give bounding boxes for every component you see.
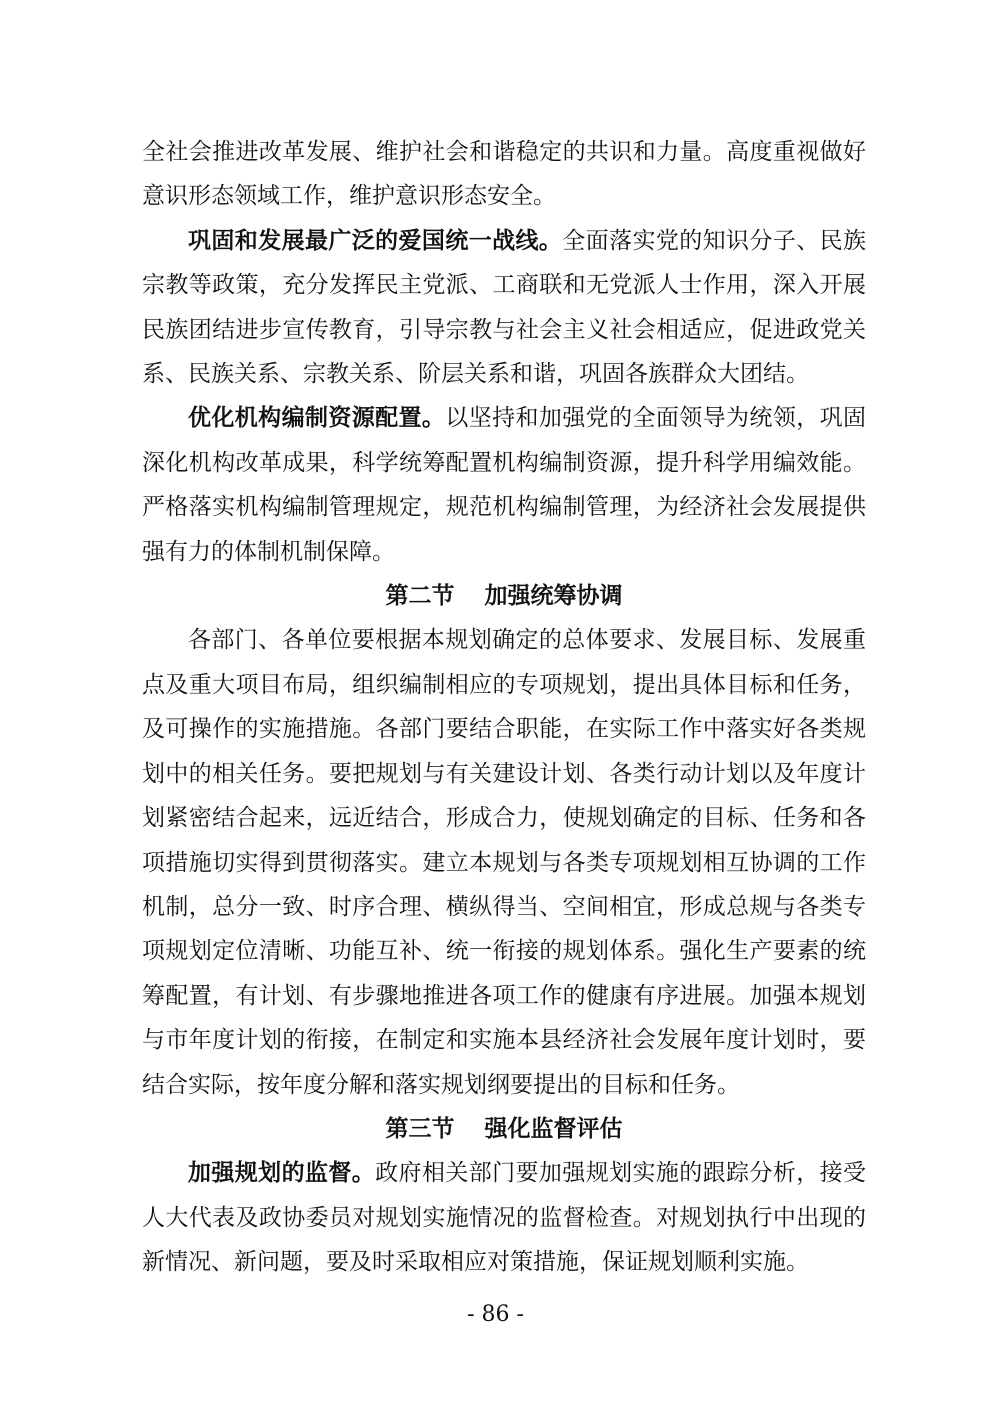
paragraph-lead-heading: 巩固和发展最广泛的爱国统一战线。	[188, 227, 563, 254]
paragraph-text: 各部门、各单位要根据本规划确定的总体要求、发展目标、发展重点及重大项目布局，组织编制相应的专项规划，提出具体目标和任务，及可操作的实施措施。各部门要结合职能，在实际工作中落实好各类规划中的相关任务。要把规划与有关建设计划、各类行动计划以及年度计划紧密结合起来，远近结合，形成合力，使规划确定的目标、任务和各项措施切实得到贯彻落实。建立本规划与各类专项规划相互协调的工作机制，总分一致、时序合理、横纵得当、空间相宜，形成总规与各类专项规划定位清晰、功能互补、统一衔接的规划体系。强化生产要素的统筹配置，有计划、有步骤地推进各项工作的健康有序进展。加强本规划与市年度计划的衔接，在制定和实施本县经济社会发展年度计划时，要结合实际，按年度分解和落实规划纲要提出的目标和任务。	[142, 627, 866, 1098]
paragraph-lead-heading: 优化机构编制资源配置。	[188, 405, 446, 432]
page-number: - 86 -	[467, 1302, 524, 1327]
document-page	[142, 130, 866, 1285]
paragraph-text: 政府相关部门要加强规划实施的跟踪分析，接受人大代表及政协委员对规划实施情况的监督检查。对规划执行中出现的新情况、新问题，要及时采取相应对策措施，保证规划顺利实施。	[142, 1160, 867, 1276]
section-heading	[142, 574, 866, 618]
section-title: 强化监督评估	[484, 1115, 623, 1142]
paragraph-continuation	[142, 130, 866, 219]
paragraph-coordination	[142, 618, 866, 1106]
paragraph-text: 全社会推进改革发展、维护社会和谐稳定的共识和力量。高度重视做好意识形态领域工作，维护意识形态安全。	[142, 139, 866, 210]
paragraph-organization	[142, 396, 866, 574]
paragraph-supervision	[142, 1151, 866, 1284]
paragraph-text: 全面落实党的知识分子、民族宗教等政策，充分发挥民主党派、工商联和无党派人士作用，深入开展民族团结进步宣传教育，引导宗教与社会主义社会相适应，促进政党关系、民族关系、宗教关系、阶层关系和谐，巩固各族群众大团结。	[142, 227, 867, 388]
section-number: 第二节	[385, 583, 455, 610]
paragraph-text: 以坚持和加强党的全面领导为统领，巩固深化机构改革成果，科学统筹配置机构编制资源，提升科学用编效能。严格落实机构编制管理规定，规范机构编制管理，为经济社会发展提供强有力的体制机制保障。	[142, 405, 867, 565]
section-number: 第三节	[385, 1115, 455, 1142]
paragraph-united-front	[142, 219, 866, 397]
paragraph-lead-heading: 加强规划的监督。	[188, 1160, 376, 1187]
section-title: 加强统筹协调	[484, 583, 623, 610]
section-heading	[142, 1107, 866, 1151]
